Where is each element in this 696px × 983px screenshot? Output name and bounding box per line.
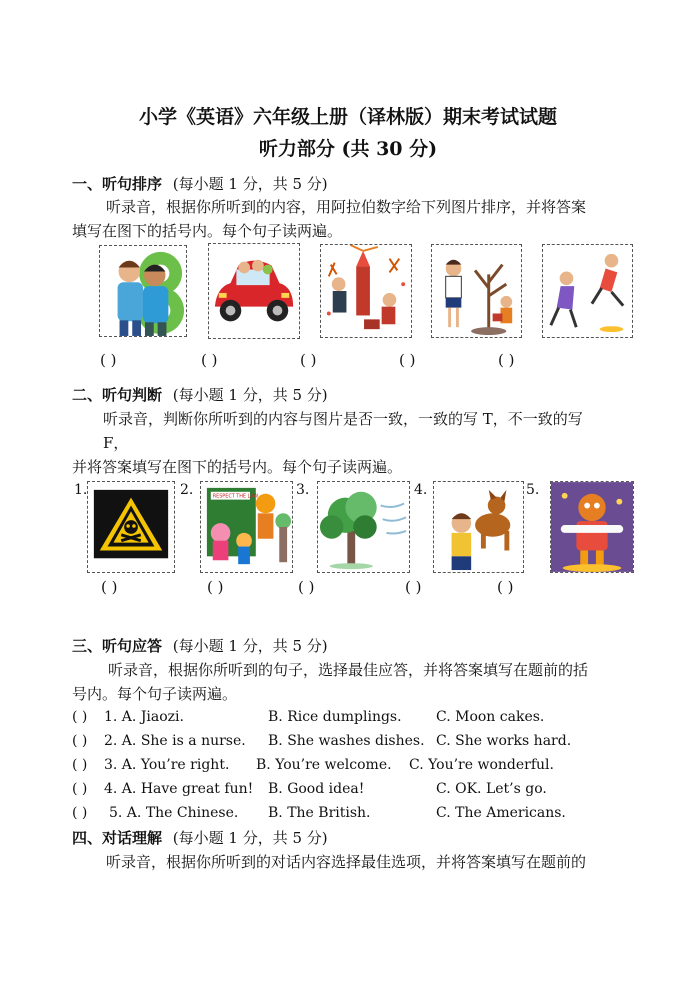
question-2-option-b: B. She washes dishes. [268, 733, 425, 749]
answer-paren-5[interactable]: ( ) [498, 351, 515, 369]
answer-paren-1[interactable]: ( ) [100, 351, 117, 369]
children-planting-tree-picture [431, 244, 522, 338]
judge-paren-3[interactable]: ( ) [298, 578, 315, 596]
question-2-option-a: 2. A. She is a nurse. [104, 733, 246, 749]
section-1-title: 一、听句排序 [72, 175, 163, 193]
judge-paren-4[interactable]: ( ) [405, 578, 422, 596]
judge-paren-1[interactable]: ( ) [101, 578, 118, 596]
section-2-instruction-1: 听录音，判断你所听到的内容与图片是否一致，一致的写 T，不一致的写 [103, 410, 583, 428]
answer-paren-4[interactable]: ( ) [399, 351, 416, 369]
two-boys-friends-picture [99, 245, 187, 337]
section-2-score: (每小题 1 分，共 5 分) [172, 386, 328, 404]
question-3-paren[interactable]: ( ) [72, 757, 88, 773]
section-2-heading [72, 384, 328, 405]
section-1-heading [72, 173, 328, 194]
section-3-title: 三、听句应答 [72, 637, 163, 655]
cartoon-robot-character-picture [550, 481, 634, 573]
question-1-option-a: 1. A. Jiaozi. [104, 709, 184, 725]
cartoon-characters-picture [200, 481, 293, 573]
sign-text: RESPECT THE LAW [212, 493, 259, 500]
section-3-instruction-1: 听录音，根据你所听到的句子，选择最佳应答，并将答案填写在题前的括 [108, 661, 589, 679]
section-1-score: (每小题 1 分，共 5 分) [172, 175, 328, 193]
people-dancing-picture [542, 244, 633, 338]
question-5-option-b: B. The British. [268, 805, 371, 821]
family-in-red-car-picture [208, 243, 300, 339]
boy-with-dog-picture [433, 481, 524, 573]
picture-number-2: 2. [180, 482, 194, 498]
poison-warning-sign-picture [87, 481, 175, 573]
question-1-option-c: C. Moon cakes. [436, 709, 545, 725]
question-3-option-c: C. You’re wonderful. [409, 757, 554, 773]
fireworks-picture [320, 244, 412, 338]
question-5-option-a: 5. A. The Chinese. [109, 805, 239, 821]
question-5-paren[interactable]: ( ) [72, 805, 88, 821]
section-2-instruction-3: 并将答案填写在图下的括号内。每个句子读两遍。 [72, 458, 403, 476]
question-2-paren[interactable]: ( ) [72, 733, 88, 749]
section-4-score: (每小题 1 分，共 5 分) [172, 829, 328, 847]
question-1-paren[interactable]: ( ) [72, 709, 88, 725]
question-3-option-a: 3. A. You’re right. [104, 757, 230, 773]
answer-paren-3[interactable]: ( ) [300, 351, 317, 369]
picture-number-3: 3. [296, 482, 310, 498]
section-1-instruction-1: 听录音，根据你所听到的内容，用阿拉伯数字给下列图片排序，并将答案 [106, 198, 587, 216]
section-3-score: (每小题 1 分，共 5 分) [172, 637, 328, 655]
question-2-option-c: C. She works hard. [436, 733, 572, 749]
section-3-heading [72, 635, 328, 656]
picture-number-5: 5. [526, 482, 540, 498]
page-subtitle: 听力部分 (共 30 分) [258, 138, 438, 160]
judge-paren-5[interactable]: ( ) [497, 578, 514, 596]
section-4-heading [72, 827, 328, 848]
section-2-title: 二、听句判断 [72, 386, 163, 404]
picture-number-4: 4. [414, 482, 428, 498]
question-5-option-c: C. The Americans. [436, 805, 566, 821]
section-2-instruction-2: F， [103, 434, 129, 452]
answer-paren-2[interactable]: ( ) [201, 351, 218, 369]
question-4-option-b: B. Good idea! [268, 781, 365, 797]
tree-in-wind-picture [317, 481, 410, 573]
section-4-instruction-1: 听录音，根据你所听到的对话内容选择最佳选项，并将答案填写在题前的 [106, 853, 587, 871]
question-1-option-b: B. Rice dumplings. [268, 709, 402, 725]
question-4-option-c: C. OK. Let’s go. [436, 781, 547, 797]
question-3-option-b: B. You’re welcome. [256, 757, 392, 773]
judge-paren-2[interactable]: ( ) [207, 578, 224, 596]
page-title: 小学《英语》六年级上册（译林版）期末考试试题 [138, 106, 557, 128]
picture-number-1: 1. [74, 482, 88, 498]
question-4-paren[interactable]: ( ) [72, 781, 88, 797]
question-4-option-a: 4. A. Have great fun! [104, 781, 254, 797]
section-1-instruction-2: 填写在图下的括号内。每个句子读两遍。 [72, 222, 343, 240]
section-3-instruction-2: 号内。每个句子读两遍。 [72, 685, 238, 703]
section-4-title: 四、对话理解 [72, 829, 163, 847]
